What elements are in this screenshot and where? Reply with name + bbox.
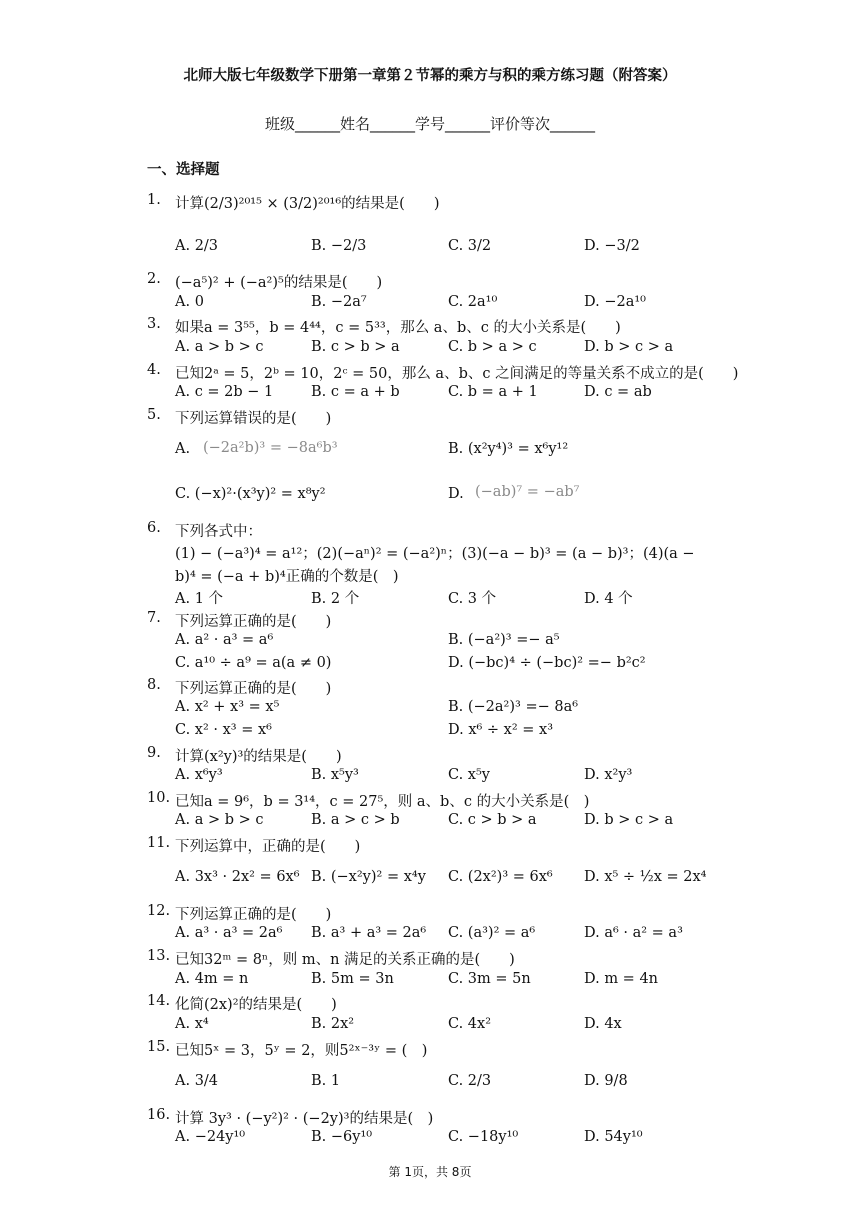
question-line: b)⁴ = (−a + b)⁴正确的个数是( ) [175,569,399,585]
question-number: 10. [147,790,171,806]
question-stem: 化简(2x)²的结果是( ) [175,997,337,1013]
question-number: 2. [147,271,161,287]
option-d: D. 4x [584,1016,622,1032]
option-d: D. b > c > a [584,339,674,355]
question-stem: 下列运算错误的是( ) [175,411,332,427]
option-c: C. x² · x³ = x⁶ [175,722,272,738]
option-c: C. 3/2 [448,238,492,254]
question-stem: 下列运算正确的是( ) [175,614,332,630]
option-d: D. 54y¹⁰ [584,1129,643,1145]
question-number: 12. [147,903,171,919]
option-b: B. (−2a²)³ =− 8a⁶ [448,699,579,715]
question-number: 8. [147,677,161,693]
option-d: D. x⁵ ÷ ½x = 2x⁴ [584,869,707,885]
option-d: D. −3/2 [584,238,640,254]
document-title: 北师大版七年级数学下册第一章第２节幂的乘方与积的乘方练习题（附答案） [183,68,677,84]
option-d: D. (−bc)⁴ ÷ (−bc)² =− b²c² [448,655,646,671]
option-c: C. 3 个 [448,591,497,607]
option-b: B. −6y¹⁰ [311,1129,373,1145]
option-b: B. x⁵y³ [311,767,359,783]
option-a: A. x⁴ [175,1016,209,1032]
option-d: D. m = 4n [584,971,659,987]
option-d: D. b > c > a [584,812,674,828]
question-number: 13. [147,948,171,964]
option-c: C. b = a + 1 [448,384,538,400]
option-b: B. (−a²)³ =− a⁵ [448,632,560,648]
option-b: B. c = a + b [311,384,400,400]
option-c: C. b > a > c [448,339,537,355]
question-number: 9. [147,745,161,761]
option-c: C. (2x²)³ = 6x⁶ [448,869,553,885]
option-a: A. 2/3 [175,238,219,254]
question-stem: 已知32ᵐ = 8ⁿ，则 m、n 满足的关系正确的是( ) [175,952,515,968]
option-d-formula: (−ab)⁷ = −ab⁷ [475,484,580,500]
question-stem: (−a⁵)² + (−a²)⁵的结果是( ) [175,275,383,291]
option-d: D. 9/8 [584,1073,628,1089]
option-b: B. −2/3 [311,238,367,254]
option-a: A. x⁶y³ [175,767,223,783]
question-stem: 已知a = 9⁶，b = 3¹⁴，c = 27⁵，则 a、b、c 的大小关系是( ) [175,794,590,810]
option-a: A. 1 个 [175,591,224,607]
student-info-line: 班级______姓名______学号______评价等次______ [264,115,595,133]
page-footer: 第 1页，共 8页 [388,1165,472,1179]
question-number: 14. [147,993,171,1009]
section-heading: 一、选择题 [147,162,220,178]
option-a: A. −24y¹⁰ [175,1129,246,1145]
option-a: A. a > b > c [175,812,264,828]
option-b: B. c > b > a [311,339,400,355]
option-b: B. 2 个 [311,591,360,607]
option-c: C. 2a¹⁰ [448,294,498,310]
option-a: A. 3/4 [175,1073,219,1089]
question-stem: 下列各式中： [175,524,262,540]
option-d: D. −2a¹⁰ [584,294,646,310]
question-stem: 计算 3y³ · (−y²)² · (−2y)³的结果是( ) [175,1111,434,1127]
option-c: C. −18y¹⁰ [448,1129,519,1145]
question-stem: 计算(2/3)²⁰¹⁵ × (3/2)²⁰¹⁶的结果是( ) [175,196,440,212]
option-d: D. c = ab [584,384,652,400]
question-number: 15. [147,1039,171,1055]
option-a: A. x² + x³ = x⁵ [175,699,280,715]
option-c: C. x⁵y [448,767,490,783]
option-c: C. (a³)² = a⁶ [448,925,536,941]
option-d: D. x²y³ [584,767,633,783]
option-a: A. 0 [175,294,204,310]
option-a: A. c = 2b − 1 [175,384,274,400]
option-b: B. (x²y⁴)³ = x⁶y¹² [448,441,569,457]
option-b: B. 1 [311,1073,341,1089]
question-number: 5. [147,407,161,423]
question-stem: 已知2ᵃ = 5，2ᵇ = 10，2ᶜ = 50，那么 a、b、c 之间满足的等量关系不成立的是( ) [175,366,739,382]
option-c: C. 2/3 [448,1073,492,1089]
option-a: A. 3x³ · 2x² = 6x⁶ [175,869,300,885]
question-stem: 下列运算正确的是( ) [175,681,332,697]
question-number: 3. [147,316,161,332]
option-d: D. 4 个 [584,591,633,607]
option-d: D. x⁶ ÷ x² = x³ [448,722,554,738]
option-b: B. (−x²y)² = x⁴y [311,869,426,885]
question-stem: 下列运算中，正确的是( ) [175,839,361,855]
option-d: D. [448,486,464,502]
question-line: (1) − (−a³)⁴ = a¹²；(2)(−aⁿ)² = (−a²)ⁿ；(3)(−a − b)³ = (a − b)³；(4)(a − [175,546,695,562]
question-number: 11. [147,835,171,851]
question-number: 7. [147,610,161,626]
option-b: B. 5m = 3n [311,971,394,987]
option-a: A. 4m = n [175,971,249,987]
option-a-formula: (−2a²b)³ = −8a⁶b³ [203,440,338,456]
option-a: A. a > b > c [175,339,264,355]
option-a: A. a³ · a³ = 2a⁶ [175,925,283,941]
option-c: C. 4x² [448,1016,492,1032]
question-stem: 计算(x²y)³的结果是( ) [175,749,342,765]
question-number: 16. [147,1107,171,1123]
option-b: B. 2x² [311,1016,355,1032]
question-stem: 已知5ˣ = 3，5ʸ = 2，则5²ˣ⁻³ʸ = ( ) [175,1043,428,1059]
question-number: 1. [147,192,161,208]
option-a: A. a² · a³ = a⁶ [175,632,274,648]
option-d: D. a⁶ · a² = a³ [584,925,683,941]
question-number: 6. [147,520,161,536]
question-stem: 如果a = 3⁵⁵，b = 4⁴⁴，c = 5³³，那么 a、b、c 的大小关系是( ) [175,320,621,336]
option-b: B. a³ + a³ = 2a⁶ [311,925,427,941]
option-c: C. (−x)²·(x³y)² = x⁸y² [175,486,326,502]
option-c: C. a¹⁰ ÷ a⁹ = a(a ≠ 0) [175,655,332,671]
question-number: 4. [147,362,161,378]
question-stem: 下列运算正确的是( ) [175,907,332,923]
option-c: C. 3m = 5n [448,971,531,987]
option-b: B. −2a⁷ [311,294,367,310]
option-c: C. c > b > a [448,812,537,828]
option-a: A. [175,441,191,457]
option-b: B. a > c > b [311,812,400,828]
